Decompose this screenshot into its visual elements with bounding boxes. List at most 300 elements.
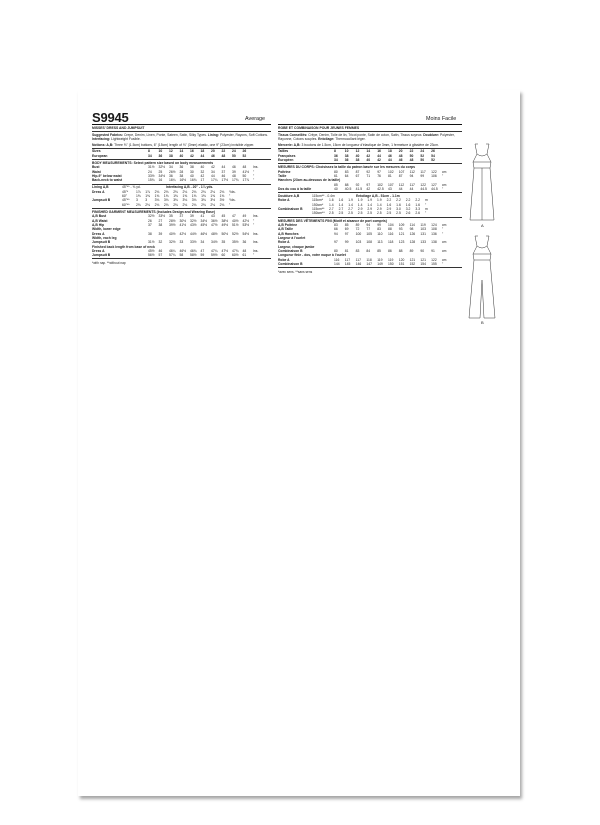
row-unit: " — [253, 222, 255, 227]
row-value: 36 — [242, 240, 247, 245]
table-row — [278, 211, 462, 215]
row-value: 112 — [398, 182, 405, 187]
row-value: 16 — [377, 149, 381, 154]
row-label: Combinaison B — [278, 262, 303, 267]
row-value: 103 — [355, 240, 362, 245]
row-value: 119 — [420, 222, 426, 227]
divider — [92, 208, 271, 209]
row-value: 3⅛ — [163, 198, 169, 203]
row-value: 88 — [398, 249, 403, 253]
row-value: 17½ — [221, 178, 229, 183]
row-value: 112 — [409, 169, 415, 174]
row-fabric-width: 115cm** — [312, 207, 325, 212]
row-fabric-width: 115cm* — [312, 198, 324, 203]
row-value: 85 — [377, 249, 381, 253]
row-value: 32½ — [148, 214, 155, 219]
row-value: 1.6 — [386, 202, 392, 207]
row-value: 128 — [409, 240, 416, 245]
row-value: 59½ — [211, 253, 218, 258]
fr-size-table — [278, 149, 462, 162]
row-value: 26 — [431, 149, 435, 154]
row-value: 92 — [366, 169, 371, 174]
row-unit: Yds. — [228, 189, 236, 194]
row-value: 117 — [409, 182, 415, 187]
row-value: 34 — [148, 153, 152, 158]
divider — [92, 258, 271, 259]
row-value: 16½ — [179, 178, 187, 183]
row-value: 102 — [377, 182, 383, 187]
row-label: Tailles — [278, 149, 289, 154]
row-value: 47 — [200, 249, 205, 253]
row-label: Dress A — [92, 189, 105, 194]
row-value: 2.9 — [357, 207, 363, 212]
row-value: 31½ — [148, 240, 155, 245]
en-body-title: BODY MEASUREMENTS: Select pattern size based on body measurements — [92, 160, 214, 165]
row-value: 1.6 — [415, 202, 420, 207]
row-unit: " — [228, 202, 231, 207]
row-value: 48 — [232, 174, 236, 179]
row-value: 22 — [221, 149, 226, 154]
row-value: 30½ — [179, 218, 187, 223]
row-value: 28½ — [169, 218, 176, 223]
row-value: 39½ — [169, 222, 176, 227]
row-value: 85 — [334, 182, 338, 187]
row-value: 2.9 — [376, 207, 382, 212]
row-label: A,B Poitrine — [278, 222, 298, 227]
row-value: 90 — [420, 249, 425, 253]
row-value: 34½ — [158, 174, 166, 179]
row-value: 8 — [148, 149, 150, 154]
row-value: 58 — [179, 253, 184, 258]
row-value: 16 — [190, 149, 194, 154]
en-fabrics — [92, 133, 271, 142]
row-value: 41½ — [179, 222, 187, 227]
row-value: 1⅜ — [201, 194, 206, 198]
row-value: 3 — [145, 198, 148, 203]
row-value: 88 — [344, 182, 349, 187]
row-value: 72 — [355, 227, 360, 232]
row-value: 45½ — [200, 222, 208, 227]
row-value: 17⅞ — [242, 178, 250, 183]
row-value: 42½ — [179, 231, 187, 236]
row-value: 97 — [377, 169, 381, 174]
row-value: 3⅛ — [154, 198, 160, 203]
row-label: Taille — [278, 174, 287, 179]
row-value: 41½ — [242, 169, 250, 174]
row-value: 16 — [158, 178, 163, 183]
row-value: 2⅛ — [219, 189, 225, 194]
row-value: 114 — [409, 222, 415, 227]
row-value: 155 — [431, 262, 437, 267]
row-value: 3 — [136, 198, 138, 203]
row-value: 43 — [387, 187, 392, 192]
row-value: 28 — [179, 169, 184, 174]
row-value: 17 — [200, 178, 205, 183]
row-value: 2⅛ — [163, 189, 169, 194]
row-value: 117 — [344, 257, 351, 262]
row-unit: " — [253, 218, 255, 223]
row-unit: " — [441, 262, 444, 267]
row-value: 1.9 — [376, 198, 382, 203]
row-value: 97 — [344, 231, 349, 236]
row-label: Back-neck to waist — [92, 178, 123, 183]
row-value: 43 — [211, 214, 215, 219]
en-fabrics-text: Crepe, Denim, Linen, Ponte, Sateen, Satin, Silky Types. — [123, 133, 207, 138]
row-value: 107 — [387, 182, 394, 187]
row-value: 2⅛ — [154, 202, 160, 207]
row-value: 69 — [344, 227, 349, 232]
row-value: 50 — [242, 174, 247, 179]
row-value: 42 — [200, 174, 205, 179]
row-value: 38½ — [221, 218, 229, 223]
fr-fabrics-label: Tissus Conseillés: — [278, 133, 308, 138]
row-value: 94 — [366, 222, 371, 227]
table-row — [278, 187, 462, 191]
en-fabrics-label: Suggested Fabrics: — [92, 133, 124, 138]
row-value: 38 — [344, 153, 349, 158]
row-value: 87 — [355, 169, 360, 174]
row-value: 2.6 — [415, 211, 420, 216]
row-value: 40 — [366, 158, 371, 163]
row-label: Robe A — [278, 240, 290, 245]
row-value: 26½ — [169, 169, 176, 174]
row-value: 106 — [431, 174, 437, 179]
row-value: 44 — [221, 165, 226, 170]
row-value: 26 — [242, 149, 247, 154]
row-value: 122 — [431, 169, 437, 174]
row-label: Hip-9" below waist — [92, 174, 122, 179]
row-value: 149 — [377, 262, 383, 267]
row-value: 40 — [334, 187, 338, 192]
row-value: 1.9 — [357, 198, 363, 203]
garment-drawings — [458, 140, 506, 340]
row-value: 42 — [366, 153, 371, 158]
row-value: 2.2 — [415, 198, 420, 203]
row-value: 119 — [377, 257, 383, 262]
row-value: 118 — [387, 240, 394, 245]
table-row — [92, 253, 271, 257]
row-value: 34 — [169, 165, 173, 170]
row-value: 99 — [344, 240, 349, 245]
row-value: 32 — [158, 240, 163, 245]
row-value: 38 — [148, 231, 152, 236]
row-value: 17¾ — [232, 178, 239, 183]
row-value: 42 — [190, 153, 194, 158]
en-size-table — [92, 149, 271, 158]
row-value: 2⅛ — [154, 189, 160, 194]
row-value: 89 — [409, 249, 414, 253]
row-value: 18 — [200, 149, 205, 154]
row-unit: Yds. — [228, 198, 236, 203]
row-value: 58½ — [190, 253, 197, 258]
row-label: Width, each leg — [92, 235, 117, 240]
row-label: Dos du cou à la taille — [278, 187, 312, 192]
row-value: 2⅛ — [191, 202, 197, 207]
row-unit: Ins. — [253, 231, 259, 236]
row-value: 8 — [334, 149, 336, 154]
row-value: 46½ — [179, 249, 187, 253]
row-label: Françaises — [278, 153, 296, 158]
row-value: 92 — [355, 182, 360, 187]
row-value: 3.0 — [396, 207, 401, 212]
row-value: 10 — [344, 149, 349, 154]
row-value: 2⅛ — [145, 202, 150, 207]
row-value: 60½ — [232, 253, 239, 258]
row-value: 2.5 — [338, 211, 344, 216]
fr-fabrics — [278, 133, 462, 142]
row-value: 37 — [179, 214, 184, 219]
row-value: 136 — [431, 231, 437, 236]
row-value: 100 — [355, 231, 362, 236]
table-row — [92, 154, 271, 158]
row-value: 39 — [190, 214, 194, 219]
row-value: 81 — [387, 174, 392, 179]
row-value: 42.5 — [377, 187, 384, 192]
row-value: 46½ — [200, 231, 208, 236]
row-value: 3½ — [210, 198, 216, 203]
row-value: 37 — [148, 222, 152, 227]
row-value: 57 — [158, 253, 163, 258]
en-body-measurements — [92, 165, 271, 182]
row-value: 146 — [355, 262, 362, 267]
fr-title: ROBE ET COMBINAISON POUR JEUNES FEMMES — [278, 126, 360, 130]
row-unit: " — [441, 231, 444, 236]
row-unit: " — [253, 253, 255, 258]
row-fabric-width: 45"* — [122, 189, 129, 194]
row-value: 3.3 — [415, 207, 420, 212]
row-value: 152 — [409, 262, 416, 267]
row-value: 151 — [398, 262, 405, 267]
divider — [278, 267, 462, 268]
en-interfacing-text: Lightweight Fusible. — [111, 137, 141, 142]
row-value: 64 — [344, 174, 349, 179]
fr-lining-label: Doublure: — [423, 133, 440, 138]
row-value: 24 — [420, 149, 425, 154]
row-value: 3⅛ — [173, 198, 178, 203]
row-value: 94 — [334, 231, 338, 236]
row-value: 2.7 — [338, 207, 344, 212]
row-value: 40.5 — [344, 187, 352, 192]
row-value: 121 — [398, 231, 405, 236]
row-label: Dress A — [92, 231, 105, 236]
row-value: 33 — [179, 240, 184, 245]
row-value: 42 — [211, 165, 215, 170]
row-value: 1.4 — [357, 202, 363, 207]
row-label: Jumpsuit B — [92, 198, 111, 203]
row-value: 36 — [169, 174, 173, 179]
row-value: 2.6 — [405, 211, 411, 216]
row-value: 18 — [387, 149, 392, 154]
row-value: 48 — [221, 153, 226, 158]
row-value: 46 — [398, 158, 403, 163]
row-value: 2.5 — [376, 211, 382, 216]
row-value: 105 — [366, 231, 372, 236]
row-value: 36 — [344, 158, 349, 163]
row-value: 35 — [221, 240, 226, 245]
row-value: 85 — [344, 222, 349, 227]
en-finished-measurements — [92, 214, 271, 257]
row-value: 56½ — [148, 253, 155, 258]
table-row — [278, 158, 462, 162]
row-label: A,B Hanches — [278, 231, 299, 236]
row-value: 1.9 — [367, 198, 373, 203]
row-value: 34 — [334, 158, 338, 163]
row-value: 16¾ — [190, 178, 197, 183]
row-label: Jumpsuit B — [92, 240, 111, 245]
row-value: 46 — [211, 153, 215, 158]
row-value: 1⅜ — [191, 194, 197, 198]
row-label: Finished back length from base of neck — [92, 244, 155, 249]
row-value: 127 — [431, 182, 437, 187]
row-label: Combinaison B — [278, 207, 303, 212]
row-unit: cm — [441, 182, 447, 187]
row-label: Sizes — [92, 149, 101, 154]
row-value: 86 — [387, 249, 392, 253]
row-value: 52 — [242, 153, 247, 158]
row-value: 35 — [169, 214, 173, 219]
en-footnote: *with nap. **without nap — [92, 261, 126, 266]
row-value: 60 — [221, 253, 226, 258]
row-value: 144 — [334, 262, 340, 267]
row-value: 47¾ — [232, 249, 239, 253]
row-unit: Ins. — [253, 249, 259, 253]
row-value: 44 — [398, 187, 403, 192]
row-label: Jumpsuit B — [92, 253, 111, 258]
row-value: 3⅛ — [201, 198, 206, 203]
en-lining-label: Lining: — [207, 133, 219, 138]
row-value: 1.4 — [367, 202, 373, 207]
row-value: 39 — [158, 231, 163, 236]
row-value: 97 — [366, 182, 371, 187]
row-unit: " — [441, 174, 444, 179]
row-value: 103 — [420, 227, 426, 232]
row-value: 26 — [148, 218, 152, 223]
fr-body-title: MESURES DU CORPS: Choisissez la taille du patron basée sur les mesures du corps — [278, 165, 415, 170]
row-value: 1⅜ — [182, 194, 188, 198]
row-value: 2⅛ — [191, 189, 197, 194]
row-value: 1⅜ — [136, 194, 141, 198]
row-unit: " — [441, 187, 444, 192]
row-fabric-width: 60" — [122, 194, 127, 198]
row-value: 118 — [366, 257, 372, 262]
fr-lining-row-value: 115cm** - 0.4m — [312, 194, 335, 198]
row-value: 116 — [387, 231, 394, 236]
row-value: 36 — [179, 165, 184, 170]
row-value: 36½ — [211, 218, 218, 223]
row-value: 35½ — [232, 240, 239, 245]
row-value: 34 — [211, 169, 215, 174]
row-label: Longueur finie - dos, votre nuque à l'ourlet — [278, 253, 346, 258]
row-unit: Ins. — [253, 240, 259, 245]
row-label: Waist — [92, 169, 101, 174]
en-interfacing-row: Interfacing A,B - 20" - 1¼ yds. — [166, 185, 214, 190]
row-value: 40 — [200, 165, 205, 170]
row-label: A,B Taille — [278, 227, 293, 232]
fr-finished-title: MESURES DES VÊTEMENTS FINI (Motif et aisance de port compris) — [278, 218, 387, 223]
row-unit: cm — [441, 222, 447, 227]
row-unit: m — [424, 207, 428, 212]
row-value: 1⅞ — [145, 189, 150, 194]
fr-yardage-table — [278, 198, 462, 215]
row-value: 133 — [420, 240, 426, 245]
row-value: 104 — [387, 222, 394, 227]
row-value: 48½ — [211, 231, 218, 236]
fr-lining-text: Polyester, Rayonne, Cotons souples. — [278, 133, 455, 142]
fr-finished-measurements — [278, 223, 462, 266]
row-value: 3⅛ — [191, 198, 197, 203]
row-value: 32 — [200, 169, 205, 174]
row-value: 1.6 — [329, 198, 334, 203]
row-value: 14 — [366, 149, 371, 154]
row-value: 117 — [420, 169, 426, 174]
row-value: 2.5 — [329, 211, 334, 216]
row-value: 1⅞ — [136, 189, 141, 194]
row-value: 2⅛ — [210, 189, 216, 194]
en-title: MISSES' DRESS AND JUMPSUIT — [92, 126, 145, 130]
row-value: 47½ — [211, 222, 218, 227]
row-value: 44 — [409, 187, 414, 192]
row-value: 2.7 — [348, 207, 353, 212]
row-value: 20 — [398, 149, 403, 154]
row-value: 108 — [366, 240, 372, 245]
row-value: 24 — [232, 149, 236, 154]
row-value: 2.2 — [405, 198, 411, 203]
row-value: 48 — [398, 153, 403, 158]
row-value: 47 — [232, 214, 236, 219]
row-label — [278, 211, 312, 215]
row-value: 2⅛ — [182, 189, 188, 194]
en-yardage-table — [92, 190, 271, 207]
row-value: 24 — [148, 169, 152, 174]
row-value: 66 — [334, 227, 338, 232]
row-label: A,B Waist — [92, 218, 108, 223]
en-lining-row-value: 45"** - ⅜ yd. — [122, 185, 141, 190]
row-value: 44½ — [190, 231, 197, 236]
fr-lining-row-label: Doublure A,B — [278, 194, 300, 198]
row-value: 2⅛ — [201, 189, 206, 194]
row-value: 22 — [409, 149, 414, 154]
row-value: 57¼ — [169, 253, 176, 258]
row-value: 154 — [420, 262, 426, 267]
row-value: 1⅜ — [154, 194, 160, 198]
row-value: 2⅛ — [173, 189, 178, 194]
row-value: 83 — [344, 169, 349, 174]
row-label: European — [92, 153, 108, 158]
row-value: 1.6 — [396, 202, 401, 207]
row-value: 61 — [334, 174, 338, 179]
row-value: 2⅛ — [163, 202, 169, 207]
row-value: 36 — [158, 153, 163, 158]
row-value: 50½ — [221, 231, 229, 236]
fr-notions-label: Mercerie: A,B: — [278, 142, 301, 147]
row-value: 50 — [409, 153, 414, 158]
row-value: 1.4 — [348, 202, 353, 207]
en-notions-label: Notions: A,B: — [92, 142, 114, 147]
row-unit: cm — [441, 257, 447, 262]
pattern-number: S9945 — [92, 110, 129, 125]
row-unit: cm — [441, 240, 447, 245]
row-value: 40 — [355, 153, 360, 158]
row-value: 3⅛ — [182, 198, 188, 203]
row-value: 2.9 — [367, 207, 373, 212]
row-fabric-width: 45"** — [122, 198, 130, 203]
row-value: 89 — [355, 222, 360, 227]
row-value: 38 — [355, 158, 360, 163]
row-value: 44 — [200, 153, 205, 158]
row-value: 42 — [377, 158, 381, 163]
row-value: 32½ — [158, 165, 166, 170]
row-value: 38 — [158, 222, 163, 227]
